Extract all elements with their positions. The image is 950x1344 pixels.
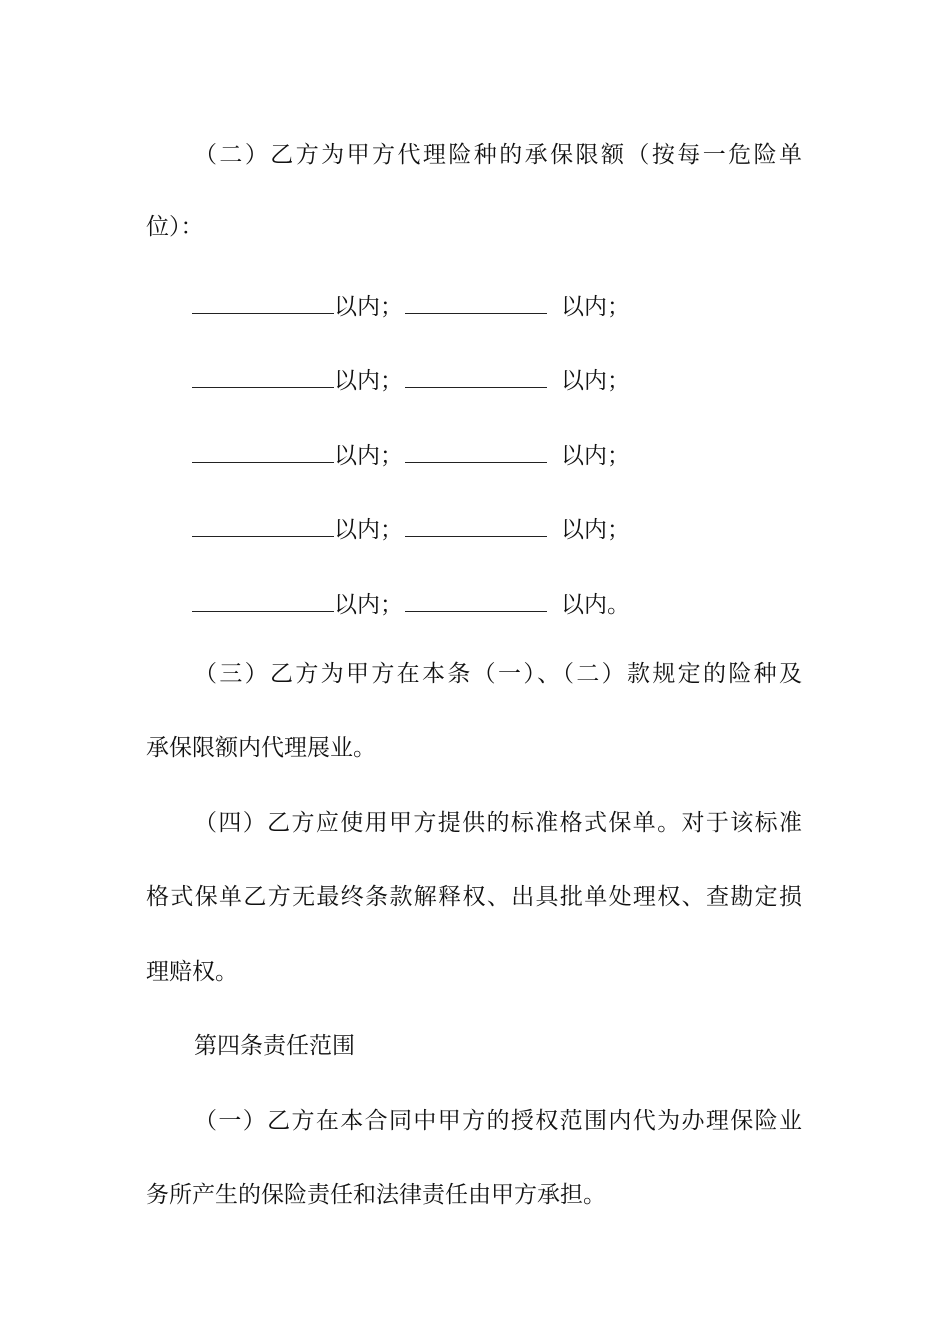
blank-field	[192, 287, 334, 314]
blank-field	[192, 585, 334, 612]
clause-4-line-3: 理赔权。	[146, 959, 238, 985]
clause-3-line-1: （三）乙方为甲方在本条（一）、（二）款规定的险种及	[194, 661, 802, 687]
limit-suffix: 以内；	[561, 294, 630, 320]
article-4-clause-1-line-1: （一）乙方在本合同中甲方的授权范围内代为办理保险业	[194, 1108, 802, 1134]
blank-field	[405, 510, 547, 537]
blank-field	[192, 436, 334, 463]
blank-field	[405, 361, 547, 388]
clause-3-line-2: 承保限额内代理展业。	[146, 735, 376, 761]
blank-field	[405, 287, 547, 314]
limit-suffix: 以内；	[561, 368, 630, 394]
limit-row	[192, 287, 630, 322]
clause-2-line-1: （二）乙方为甲方代理险种的承保限额（按每一危险单	[194, 142, 802, 168]
blank-field	[192, 510, 334, 537]
limit-suffix: 以内；	[561, 517, 630, 543]
article-4-heading: 第四条责任范围	[194, 1033, 355, 1059]
blank-field	[192, 361, 334, 388]
article-4-clause-1-line-2: 务所产生的保险责任和法律责任由甲方承担。	[146, 1182, 606, 1208]
blank-field	[405, 585, 547, 612]
clause-4-line-1: （四）乙方应使用甲方提供的标准格式保单。对于该标准	[194, 810, 802, 836]
limit-suffix: 以内；	[334, 294, 403, 320]
limit-row	[192, 436, 630, 471]
limit-suffix: 以内；	[561, 443, 630, 469]
limit-suffix: 以内。	[561, 592, 630, 618]
limit-suffix: 以内；	[334, 443, 403, 469]
limit-suffix: 以内；	[334, 368, 403, 394]
limit-suffix: 以内；	[334, 592, 403, 618]
limit-row	[192, 361, 630, 396]
limit-row	[192, 510, 630, 545]
limit-row	[192, 585, 630, 620]
clause-4-line-2: 格式保单乙方无最终条款解释权、出具批单处理权、查勘定损	[146, 884, 802, 910]
limit-suffix: 以内；	[334, 517, 403, 543]
blank-field	[405, 436, 547, 463]
clause-2-line-2: 位）：	[146, 214, 204, 240]
